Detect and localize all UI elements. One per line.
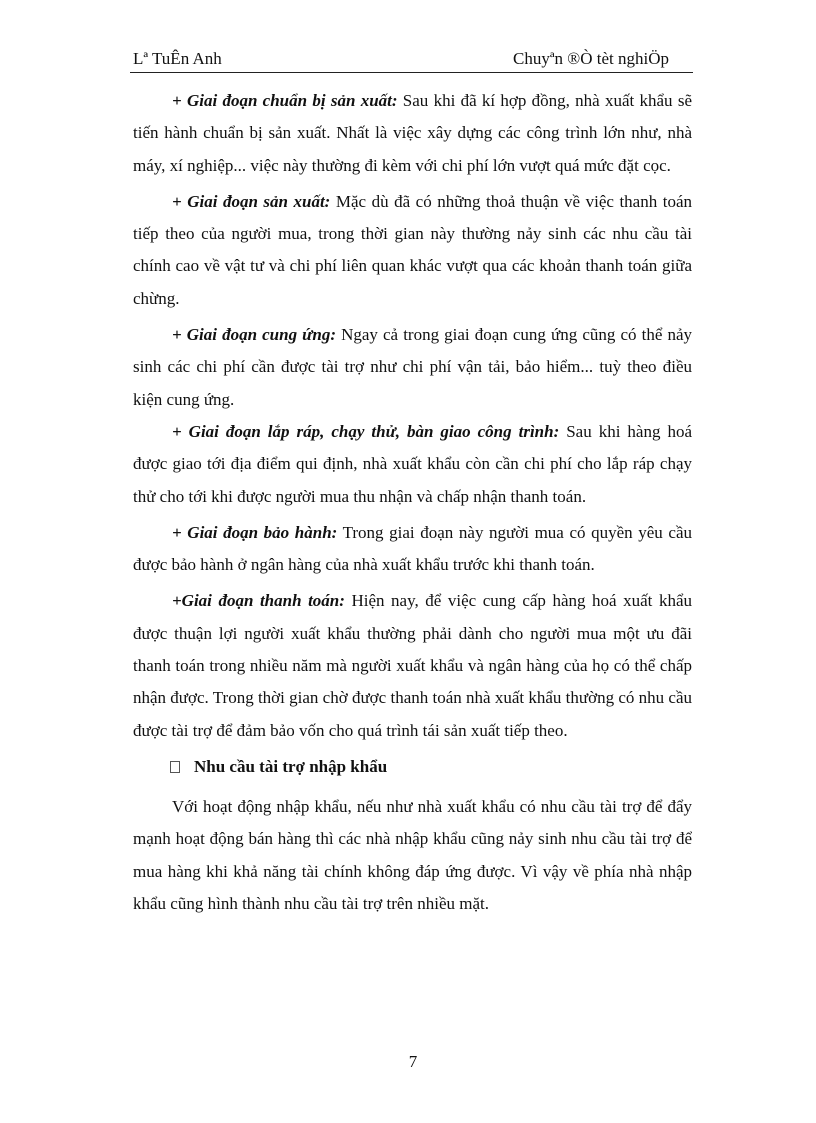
paragraph-text: Mặc dù đã có những thoả thuận về việc thanh toán tiếp theo của người mua, trong thời gian này thường nảy sinh các nhu cầu tài chính cao về vật tư và chi phí liên quan khác vượt qua các khoản thanh toán giữa chừng. xyxy=(133,191,692,308)
paragraph-text: Sau khi đã kí hợp đồng, nhà xuất khẩu sẽ tiến hành chuẩn bị sản xuất. Nhất là việc xây dựng các công trình lớn như, nhà máy, xí nghiệp... việc này thường đi kèm với chi phí lớn vượt quá mức đặt cọc. xyxy=(133,91,692,175)
paragraph-supply-stage xyxy=(133,319,692,416)
paragraph-lead: +Giai đoạn thanh toán: xyxy=(172,591,345,611)
paragraph-lead: + Giai đoạn cung ứng: xyxy=(172,325,336,345)
paragraph-import-financing: Với hoạt động nhập khẩu, nếu như nhà xuất khẩu có nhu cầu tài trợ để đẩy mạnh hoạt động bán hàng thì các nhà nhập khẩu cũng nảy sinh nhu cầu tài trợ để mua hàng khi khả năng tài chính không đáp ứng được. Vì vậy về phía nhà nhập khẩu cũng hình thành nhu cầu tài trợ trên nhiều mặt. xyxy=(133,796,692,913)
section-heading-text: Nhu cầu tài trợ nhập khẩu xyxy=(194,756,388,776)
paragraph-assembly-stage xyxy=(133,416,692,513)
paragraph-payment-stage xyxy=(133,585,692,746)
page-header xyxy=(130,46,693,73)
header-doc-type: Chuyªn ®Ò tèt nghiÖp xyxy=(513,49,669,68)
paragraph-lead: + Giai đoạn lắp ráp, chạy thử, bàn giao công trình: xyxy=(172,421,560,441)
header-author: Lª TuÊn Anh xyxy=(133,49,222,68)
paragraph-lead: + Giai đoạn sản xuất: xyxy=(172,191,331,211)
paragraph-lead: + Giai đoạn chuẩn bị sản xuất: xyxy=(172,91,398,110)
page-number: 7 xyxy=(408,1052,418,1071)
paragraph-preparation-stage xyxy=(133,85,692,182)
paragraph-text: Trong giai đoạn này người mua có quyền yêu cầu được bảo hành ở ngân hàng của nhà xuất khẩu trước khi thanh toán. xyxy=(133,522,692,575)
paragraph-text: Hiện nay, để việc cung cấp hàng hoá xuất khẩu được thuận lợi người xuất khẩu thường phải dành cho người mua một ưu đãi thanh toán trong nhiều năm mà người xuất khẩu và ngân hàng của họ có thể chấp nhận được. Trong thời gian chờ được thanh toán nhà xuất khẩu thường có nhu cầu được tài trợ để đảm bảo vốn cho quá trình tái sản xuất tiếp theo. xyxy=(133,591,692,740)
paragraph-warranty-stage xyxy=(133,517,692,582)
paragraph-lead: + Giai đoạn bảo hành: xyxy=(172,522,338,542)
paragraph-text: Sau khi hàng hoá được giao tới địa điểm qui định, nhà xuất khẩu còn cần chi phí cho lắp ráp chạy thử cho tới khi được người mua thu nhận và chấp nhận thanh toán. xyxy=(133,421,692,506)
paragraph-production-stage xyxy=(133,186,692,315)
page-body xyxy=(133,85,692,924)
section-heading xyxy=(133,751,692,783)
square-bullet-icon xyxy=(170,761,180,773)
paragraph-text: Ngay cả trong giai đoạn cung ứng cũng có thể nảy sinh các chi phí cần được tài trợ như chi phí vận tải, bảo hiểm... tuỳ theo điều kiện cung ứng. xyxy=(133,325,693,409)
